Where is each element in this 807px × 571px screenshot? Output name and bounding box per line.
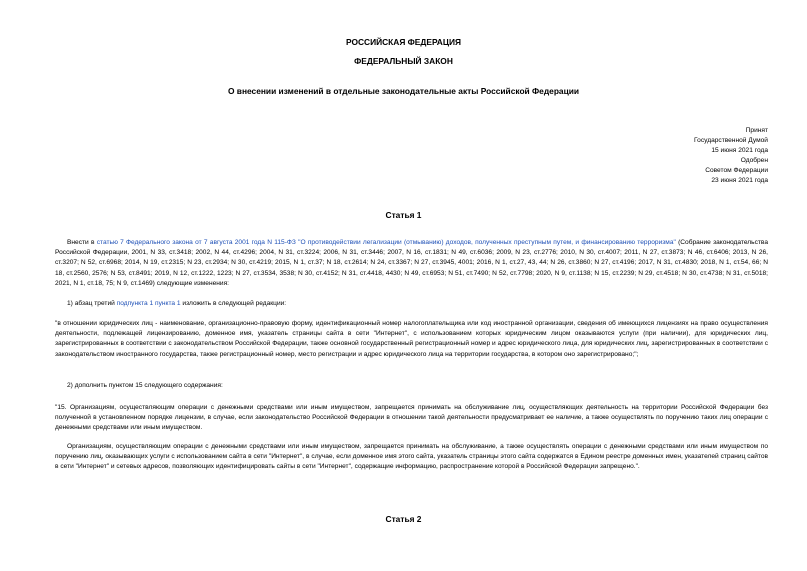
item-text: изложить в следующей редакции: bbox=[180, 300, 287, 307]
adoption-line: Принят bbox=[745, 127, 768, 134]
quote-paragraph-1: "в отношении юридических лиц - наименование, организационно-правовую форму, идентификационный номер налогоплательщика или код иностранной организации, сведения об имеющихся лицензиях на право осуществления деятельности, подлежащей лицензированию, доменное имя, указатель страницы сайта в сети "Интернет", с использованием которых юридическим лицом оказываются услуги (при наличии), для юридических лиц, зарегистрированных в соответствии с законодательством Российской Федерации, также основной государственный регистрационный номер и адрес юридического лица, для юридических лиц, зарегистрированных в соответствии с законодательством иностранного государства, также регистрационный номер, место регистрации и адрес юридического лица на территории государства, в котором оно зарегистрировано;"; bbox=[55, 320, 768, 358]
law-115-fz-link[interactable]: статью 7 Федерального закона от 7 августа 2001 года N 115-ФЗ "О противодействии легализации (отмыванию) доходов, полученных преступным путем, и финансированию терроризма" bbox=[96, 239, 676, 246]
intro-text: Внести в bbox=[67, 239, 97, 246]
adoption-block bbox=[568, 126, 768, 187]
country-heading: РОССИЙСКАЯ ФЕДЕРАЦИЯ bbox=[345, 37, 462, 47]
adoption-line: 15 июня 2021 года bbox=[711, 147, 768, 155]
item-text: 1) абзац третий bbox=[67, 300, 117, 307]
adoption-line: Одобрен bbox=[740, 157, 768, 165]
subparagraph-link[interactable]: подпункта 1 пункта 1 bbox=[116, 300, 181, 307]
adoption-line: Советом Федерации bbox=[705, 167, 768, 175]
law-title: О внесении изменений в отдельные законодательные акты Российской Федерации bbox=[227, 86, 580, 96]
article-1-heading: Статья 1 bbox=[385, 210, 422, 220]
quote-paragraph-3: Организациям, осуществляющим операции с денежными средствами или иным имуществом, запрещается принимать на обслуживание, а также осуществлять операции с денежными средствами или иным имуществом по поручению лиц, оказывающих услуги с использованием сайта в сети "Интернет", в случае, если доменное имя этого сайта, указатель страницы этого сайта содержатся в Едином реестре доменных имен, указателей страниц сайтов в сети "Интернет" и сетевых адресов, позволяющих идентифицировать сайты в сети "Интернет", содержащие информацию, распространение которой в Российской Федерации запрещено.". bbox=[55, 443, 768, 471]
item-2: 2) дополнить пунктом 15 следующего содержания: bbox=[67, 382, 223, 389]
quote-paragraph-2: "15. Организациям, осуществляющим операции с денежными средствами или иным имуществом, запрещается принимать на обслуживание лиц, осуществляющих деятельность на территории Российской Федерации без полученной в установленном порядке лицензии, в случае, если законодательство Российской Федерации в отношении такой деятельности предусматривает ее наличие, а также осуществлять по поручению таких лиц операции с денежными средствами или иным имуществом. bbox=[55, 404, 768, 432]
item-1 bbox=[55, 299, 768, 309]
adoption-line: 23 июня 2021 года bbox=[711, 177, 768, 185]
adoption-line: Государственной Думой bbox=[694, 137, 768, 145]
article-2-heading: Статья 2 bbox=[385, 514, 422, 524]
article-1-intro bbox=[55, 238, 768, 289]
intro-text: (Собрание законодательства Российской Федерации, 2001, N 33, ст.3418; 2002, N 44, ст.4296; 2004, N 31, ст.3224; 2006, N 31, ст.3446; 2007, N 16, ст.1831; N 49, ст.6036; 2009, N 23, ст.2776; 2010, N 30, ст.4007; 2011, N 27, ст.3873; N 46, ст.6406; 2013, N 26, ст.3207; N 52, ст.6968; 2014, N 19, ст.2315; N 23, ст.2934; N 30, ст.4219; 2015, N 1, ст.37; N 18, ст.2614; N 24, ст.3367; N 27, ст.3945, 4001; 2016, N 1, ст.27, 43, 44; N 26, ст.3860; N 27, ст.4196; 2017, N 31, ст.4830; 2018, N 1, ст.54, 66; N 18, ст.2560, 2576; N 53, ст.8491; 2019, N 12, ст.1222, 1223; N 27, ст.3534, 3538; N 30, ст.4152; N 31, ст.4418, 4430; N 49, ст.6953; N 51, ст.7490; N 52, ст.7798; 2020, N 9, ст.1138; N 15, ст.2239; N 29, ст.4518; N 30, ст.4738; N 31, ст.5018; 2021, N 1, ст.18, 75; N 9, ст.1469) следующие изменения: bbox=[55, 239, 769, 287]
law-type-heading: ФЕДЕРАЛЬНЫЙ ЗАКОН bbox=[354, 56, 453, 66]
